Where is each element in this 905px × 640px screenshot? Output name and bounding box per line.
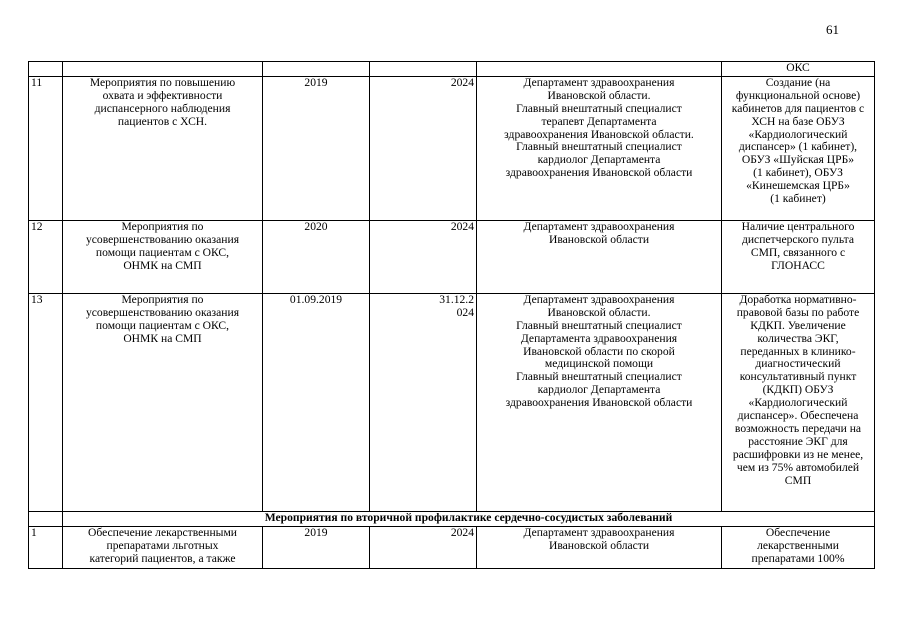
section-header-row	[29, 511, 875, 526]
cell-result: Доработка нормативно- правовой базы по работе КДКП. Увеличение количества ЭКГ, переданных в клинико- диагностический консультативный пункт (КДКП) ОБУЗ «Кардиологический диспансер». Обеспечена возможность передачи на расстояние ЭКГ для расшифровки из не менее, чем из 75% автомобилей СМП	[722, 293, 875, 511]
measures-table	[28, 61, 875, 569]
cell-num: 1	[29, 526, 63, 568]
cell-result: Наличие центрального диспетчерского пульта СМП, связанного с ГЛОНАСС	[722, 220, 875, 293]
cell-result: Обеспечение лекарственными препаратами 100%	[722, 526, 875, 568]
table-row	[29, 526, 875, 568]
page-number: 61	[826, 22, 839, 37]
cell-responsible: Департамент здравоохранения Ивановской области	[477, 526, 722, 568]
table-row	[29, 220, 875, 293]
cell-num: 11	[29, 76, 63, 220]
cell-start: 2020	[263, 220, 370, 293]
cell-end: 2024	[370, 526, 477, 568]
cell-event: Мероприятия по усовершенствованию оказания помощи пациентам с ОКС, ОНМК на СМП	[63, 220, 263, 293]
cell-responsible	[477, 62, 722, 77]
cell-num: 12	[29, 220, 63, 293]
cell-end	[370, 62, 477, 77]
cell-responsible: Департамент здравоохранения Ивановской области	[477, 220, 722, 293]
table-row-continuation	[29, 62, 875, 77]
cell-num	[29, 62, 63, 77]
cell-start: 2019	[263, 526, 370, 568]
cell-end: 31.12.2 024	[370, 293, 477, 511]
table-row	[29, 293, 875, 511]
cell-start: 2019	[263, 76, 370, 220]
cell-num: 13	[29, 293, 63, 511]
cell-start: 01.09.2019	[263, 293, 370, 511]
cell-num	[29, 511, 63, 526]
cell-end: 2024	[370, 220, 477, 293]
cell-result: ОКС	[722, 62, 875, 77]
cell-end: 2024	[370, 76, 477, 220]
cell-event: Обеспечение лекарственными препаратами льготных категорий пациентов, а также	[63, 526, 263, 568]
cell-event	[63, 62, 263, 77]
cell-responsible: Департамент здравоохранения Ивановской области. Главный внештатный специалист терапевт Департамента здравоохранения Ивановской области. Главный внештатный специалист кардиолог Департамента здравоохранения Ивановской области	[477, 76, 722, 220]
table-row	[29, 76, 875, 220]
cell-event: Мероприятия по повышению охвата и эффективности диспансерного наблюдения пациентов с ХСН.	[63, 76, 263, 220]
section-title: Мероприятия по вторичной профилактике сердечно-сосудистых заболеваний	[63, 511, 875, 526]
cell-event: Мероприятия по усовершенствованию оказания помощи пациентам с ОКС, ОНМК на СМП	[63, 293, 263, 511]
cell-start	[263, 62, 370, 77]
cell-result: Создание (на функциональной основе) кабинетов для пациентов с ХСН на базе ОБУЗ «Кардиологический диспансер» (1 кабинет), ОБУЗ «Шуйская ЦРБ» (1 кабинет), ОБУЗ «Кинешемская ЦРБ» (1 кабинет)	[722, 76, 875, 220]
cell-responsible: Департамент здравоохранения Ивановской области. Главный внештатный специалист Департамента здравоохранения Ивановской области по скорой медицинской помощи Главный внештатный специалист кардиолог Департамента здравоохранения Ивановской области	[477, 293, 722, 511]
